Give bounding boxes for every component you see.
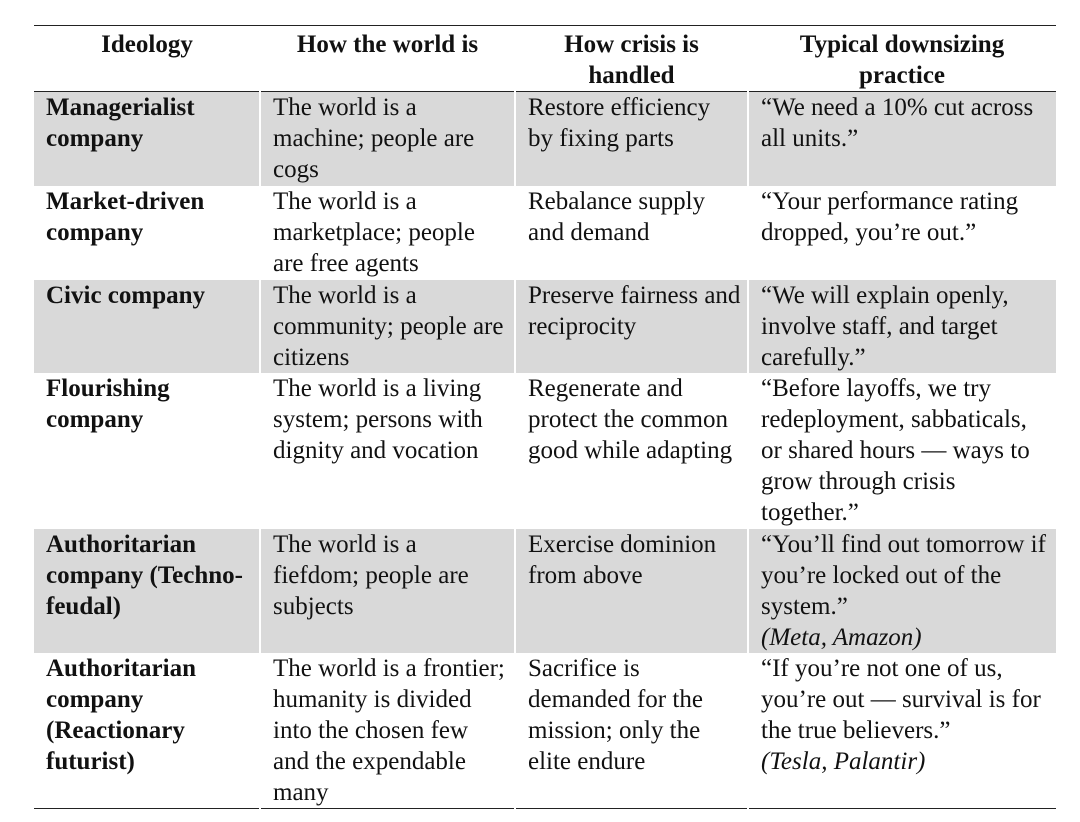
crisis-cell: Regenerate and protect the common good while adapting [515, 373, 748, 529]
practice-cell [748, 373, 1056, 529]
world-cell: The world is a community; people are citizens [260, 280, 515, 373]
crisis-cell: Rebalance supply and demand [515, 186, 748, 280]
practice-quote: “Before layoffs, we try redeployment, sabbaticals, or shared hours — ways to grow through crisis together.” [761, 374, 1030, 526]
header-world: How the world is [296, 31, 479, 58]
practice-quote: “If you’re not one of us, you’re out — survival is for the true believers.” [761, 654, 1041, 744]
ideology-cell: Flourishing company [34, 373, 260, 529]
table-row [34, 92, 1056, 186]
ideology-cell: Market-driven company [34, 186, 260, 280]
header-row [34, 26, 1056, 92]
ideology-cell: Managerialist company [34, 92, 260, 186]
practice-quote: “Your performance rating dropped, you’re out.” [761, 187, 1019, 246]
header-ideology: Ideology [101, 31, 193, 58]
world-cell: The world is a marketplace; people are free agents [260, 186, 515, 280]
table-row [34, 280, 1056, 373]
header-crisis: How crisis is handled [564, 31, 699, 89]
practice-cell [748, 186, 1056, 280]
practice-quote: “We will explain openly, involve staff, and target carefully.” [761, 281, 1009, 371]
table-row [34, 529, 1056, 653]
practice-cell [748, 280, 1056, 373]
world-cell: The world is a machine; people are cogs [260, 92, 515, 186]
practice-cell [748, 529, 1056, 653]
table-row [34, 186, 1056, 280]
ideology-cell: Civic company [34, 280, 260, 373]
practice-cell [748, 92, 1056, 186]
company-examples: (Tesla, Palantir) [761, 747, 926, 775]
world-cell: The world is a living system; persons with dignity and vocation [260, 373, 515, 529]
world-cell: The world is a frontier; humanity is divided into the chosen few and the expendable many [260, 653, 515, 809]
practice-quote: “We need a 10% cut across all units.” [761, 94, 1034, 152]
crisis-cell: Restore efficiency by fixing parts [515, 92, 748, 186]
company-examples: (Meta, Amazon) [761, 623, 922, 651]
ideology-cell: Authoritarian company (Reactionary futurist) [34, 653, 260, 809]
practice-cell [748, 653, 1056, 809]
practice-quote: “You’ll find out tomorrow if you’re locked out of the system.” [761, 530, 1046, 620]
ideology-cell: Authoritarian company (Techno-feudal) [34, 529, 260, 653]
crisis-cell: Preserve fairness and reciprocity [515, 280, 748, 373]
world-cell: The world is a fiefdom; people are subjects [260, 529, 515, 653]
header-practice: Typical downsizing practice [799, 31, 1005, 89]
crisis-cell: Sacrifice is demanded for the mission; only the elite endure [515, 653, 748, 809]
table-row [34, 373, 1056, 529]
table-row [34, 653, 1056, 809]
ideology-table [34, 25, 1056, 809]
crisis-cell: Exercise dominion from above [515, 529, 748, 653]
